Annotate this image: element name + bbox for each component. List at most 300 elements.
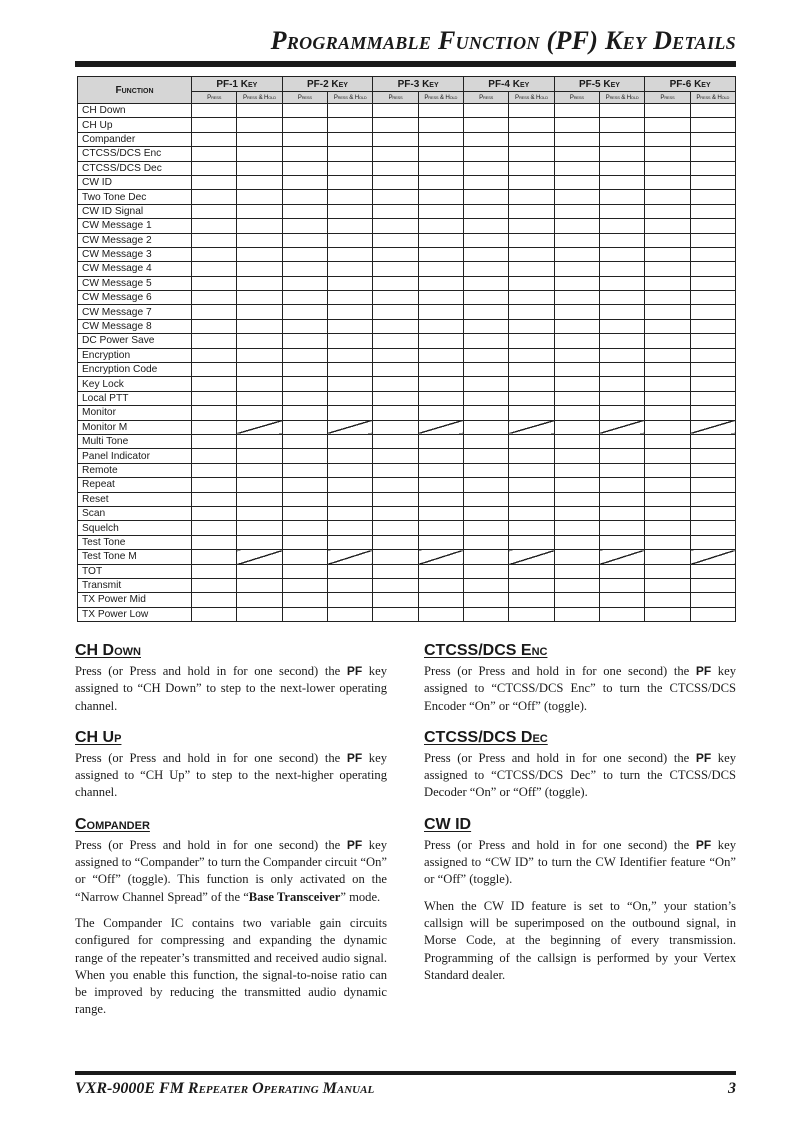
press-cell <box>554 132 599 146</box>
press-hold-cell <box>690 363 735 377</box>
press-hold-cell <box>509 506 554 520</box>
press-cell <box>373 391 418 405</box>
press-cell <box>282 219 327 233</box>
press-cell <box>463 406 508 420</box>
press-cell <box>192 233 237 247</box>
press-cell <box>282 161 327 175</box>
function-name-cell: CTCSS/DCS Enc <box>78 147 192 161</box>
press-cell <box>463 247 508 261</box>
table-row <box>78 506 736 520</box>
press-hold-subheader: Press & Hold <box>599 92 644 104</box>
press-hold-cell <box>509 607 554 621</box>
press-hold-cell <box>509 291 554 305</box>
press-hold-cell-not-applicable <box>418 420 463 434</box>
press-hold-cell <box>418 190 463 204</box>
press-cell <box>463 550 508 564</box>
press-cell <box>192 449 237 463</box>
press-cell <box>463 190 508 204</box>
function-name-cell: CW Message 2 <box>78 233 192 247</box>
press-cell <box>645 391 690 405</box>
function-name-cell: CW ID <box>78 175 192 189</box>
table-row <box>78 535 736 549</box>
press-hold-cell <box>690 334 735 348</box>
press-hold-cell <box>418 406 463 420</box>
press-hold-cell <box>237 291 282 305</box>
function-name-cell: Key Lock <box>78 377 192 391</box>
section-cw-id <box>424 815 736 984</box>
press-hold-cell <box>599 175 644 189</box>
press-hold-cell <box>509 104 554 118</box>
press-hold-cell <box>327 247 372 261</box>
press-cell <box>373 305 418 319</box>
press-hold-cell <box>327 363 372 377</box>
press-cell <box>554 190 599 204</box>
press-cell <box>645 420 690 434</box>
press-cell <box>192 391 237 405</box>
press-cell <box>192 377 237 391</box>
press-cell <box>554 564 599 578</box>
press-cell <box>554 147 599 161</box>
press-cell <box>192 521 237 535</box>
press-hold-cell <box>599 334 644 348</box>
press-hold-cell <box>599 434 644 448</box>
press-cell <box>554 348 599 362</box>
press-cell <box>463 305 508 319</box>
press-cell <box>463 607 508 621</box>
press-hold-cell <box>418 319 463 333</box>
function-name-cell: Encryption <box>78 348 192 362</box>
press-hold-cell <box>599 132 644 146</box>
press-cell <box>373 334 418 348</box>
press-cell <box>463 492 508 506</box>
press-hold-cell <box>690 449 735 463</box>
function-name-cell: TX Power Low <box>78 607 192 621</box>
press-hold-cell <box>509 262 554 276</box>
press-hold-cell <box>599 262 644 276</box>
press-cell <box>282 434 327 448</box>
function-name-cell: CH Up <box>78 118 192 132</box>
section-ctcss-dec <box>424 728 736 802</box>
press-hold-cell <box>418 132 463 146</box>
table-row <box>78 204 736 218</box>
press-cell <box>282 578 327 592</box>
press-hold-cell <box>599 161 644 175</box>
table-row <box>78 219 736 233</box>
press-hold-cell <box>418 305 463 319</box>
press-subheader: Press <box>645 92 690 104</box>
press-hold-cell <box>509 478 554 492</box>
function-name-cell: Reset <box>78 492 192 506</box>
press-hold-cell <box>327 262 372 276</box>
press-hold-cell <box>509 219 554 233</box>
press-hold-cell <box>418 564 463 578</box>
press-cell <box>282 233 327 247</box>
press-hold-cell <box>599 377 644 391</box>
press-hold-cell <box>237 132 282 146</box>
press-hold-cell-not-applicable <box>327 550 372 564</box>
press-cell <box>192 550 237 564</box>
section-ctcss-enc <box>424 641 736 715</box>
table-row <box>78 564 736 578</box>
press-hold-cell <box>418 463 463 477</box>
press-hold-cell <box>690 190 735 204</box>
press-hold-cell <box>509 118 554 132</box>
press-cell <box>463 463 508 477</box>
section-paragraph: Press (or Press and hold in for one second) the PF key assigned to “CTCSS/DCS Enc” to turn the CTCSS/DCS Encoder “On” or “Off” (toggle). <box>424 664 736 713</box>
table-row <box>78 118 736 132</box>
press-cell <box>373 478 418 492</box>
press-hold-cell <box>690 204 735 218</box>
press-hold-cell <box>599 233 644 247</box>
press-hold-cell <box>327 161 372 175</box>
press-hold-cell <box>327 607 372 621</box>
press-cell <box>645 578 690 592</box>
press-hold-cell <box>690 492 735 506</box>
press-hold-cell <box>237 391 282 405</box>
press-hold-cell <box>237 190 282 204</box>
table-row <box>78 334 736 348</box>
press-cell <box>554 420 599 434</box>
press-cell <box>192 607 237 621</box>
table-row <box>78 550 736 564</box>
press-hold-cell <box>509 406 554 420</box>
press-hold-cell <box>237 607 282 621</box>
press-hold-cell <box>237 478 282 492</box>
press-hold-cell <box>599 406 644 420</box>
press-cell <box>554 377 599 391</box>
press-cell <box>463 219 508 233</box>
press-cell <box>554 463 599 477</box>
press-cell <box>192 319 237 333</box>
pf-key-header: PF-6 Key <box>645 77 736 92</box>
function-name-cell: CTCSS/DCS Dec <box>78 161 192 175</box>
press-hold-subheader: Press & Hold <box>237 92 282 104</box>
press-cell <box>463 233 508 247</box>
press-hold-cell <box>599 291 644 305</box>
table-row <box>78 132 736 146</box>
press-hold-subheader: Press & Hold <box>327 92 372 104</box>
press-hold-cell <box>237 219 282 233</box>
press-cell <box>282 147 327 161</box>
press-subheader: Press <box>373 92 418 104</box>
press-hold-subheader: Press & Hold <box>418 92 463 104</box>
table-row <box>78 449 736 463</box>
press-cell <box>192 147 237 161</box>
press-cell <box>554 175 599 189</box>
press-cell <box>373 104 418 118</box>
press-cell <box>645 147 690 161</box>
press-cell <box>645 175 690 189</box>
table-row <box>78 175 736 189</box>
press-hold-cell <box>418 262 463 276</box>
table-row <box>78 578 736 592</box>
press-hold-cell <box>237 406 282 420</box>
table-row <box>78 406 736 420</box>
press-cell <box>282 449 327 463</box>
function-name-cell: Two Tone Dec <box>78 190 192 204</box>
press-cell <box>373 161 418 175</box>
press-cell <box>282 535 327 549</box>
press-hold-cell <box>237 118 282 132</box>
press-hold-cell <box>327 506 372 520</box>
press-hold-cell-not-applicable <box>418 550 463 564</box>
table-row <box>78 262 736 276</box>
press-hold-cell <box>599 521 644 535</box>
press-cell <box>373 262 418 276</box>
press-cell <box>282 406 327 420</box>
press-cell <box>373 434 418 448</box>
press-cell <box>282 276 327 290</box>
press-cell <box>373 521 418 535</box>
press-hold-cell <box>509 334 554 348</box>
press-cell <box>373 204 418 218</box>
press-cell <box>554 204 599 218</box>
section-ch-down <box>75 641 387 715</box>
press-hold-cell-not-applicable <box>690 550 735 564</box>
table-row <box>78 478 736 492</box>
press-hold-cell <box>509 319 554 333</box>
press-hold-cell <box>418 391 463 405</box>
press-cell <box>192 291 237 305</box>
pf-function-table <box>77 76 736 622</box>
press-hold-cell <box>599 147 644 161</box>
press-cell <box>282 104 327 118</box>
press-hold-cell <box>599 363 644 377</box>
press-hold-cell <box>418 291 463 305</box>
press-hold-cell <box>509 233 554 247</box>
press-cell <box>463 363 508 377</box>
table-row <box>78 161 736 175</box>
press-hold-cell <box>599 535 644 549</box>
press-hold-cell <box>237 334 282 348</box>
press-cell <box>645 478 690 492</box>
press-hold-cell <box>418 434 463 448</box>
table-row <box>78 247 736 261</box>
press-cell <box>373 319 418 333</box>
press-hold-cell <box>690 132 735 146</box>
press-hold-cell <box>418 478 463 492</box>
function-name-cell: TX Power Mid <box>78 593 192 607</box>
press-hold-cell <box>599 247 644 261</box>
table-row <box>78 492 736 506</box>
press-hold-cell <box>418 147 463 161</box>
press-hold-cell <box>599 578 644 592</box>
press-hold-cell <box>327 348 372 362</box>
press-hold-cell <box>418 593 463 607</box>
press-hold-cell <box>418 506 463 520</box>
press-hold-cell <box>690 233 735 247</box>
press-cell <box>282 291 327 305</box>
press-cell <box>554 219 599 233</box>
press-hold-cell <box>690 161 735 175</box>
press-hold-cell <box>327 319 372 333</box>
press-cell <box>554 276 599 290</box>
press-hold-cell <box>237 578 282 592</box>
press-hold-cell <box>327 132 372 146</box>
table-row <box>78 434 736 448</box>
press-hold-cell <box>509 463 554 477</box>
press-hold-cell <box>509 363 554 377</box>
press-hold-cell <box>690 262 735 276</box>
press-hold-cell <box>418 276 463 290</box>
press-hold-subheader: Press & Hold <box>690 92 735 104</box>
press-cell <box>373 506 418 520</box>
press-hold-cell <box>418 578 463 592</box>
press-cell <box>463 449 508 463</box>
press-hold-cell <box>237 434 282 448</box>
function-name-cell: CW Message 3 <box>78 247 192 261</box>
table-row <box>78 190 736 204</box>
press-hold-cell <box>599 319 644 333</box>
press-hold-cell <box>418 104 463 118</box>
press-hold-cell <box>690 506 735 520</box>
press-cell <box>645 132 690 146</box>
press-hold-cell <box>237 593 282 607</box>
press-hold-cell-not-applicable <box>599 550 644 564</box>
press-cell <box>282 506 327 520</box>
press-hold-cell-not-applicable <box>509 550 554 564</box>
press-cell <box>463 593 508 607</box>
press-hold-cell <box>509 190 554 204</box>
press-cell <box>554 319 599 333</box>
press-cell <box>554 406 599 420</box>
press-hold-cell <box>327 406 372 420</box>
function-name-cell: Monitor <box>78 406 192 420</box>
function-name-cell: CW ID Signal <box>78 204 192 218</box>
press-cell <box>645 535 690 549</box>
press-cell <box>192 204 237 218</box>
function-name-cell: Panel Indicator <box>78 449 192 463</box>
press-hold-cell <box>237 262 282 276</box>
press-cell <box>373 492 418 506</box>
press-cell <box>554 578 599 592</box>
press-hold-cell <box>237 363 282 377</box>
press-hold-cell <box>327 463 372 477</box>
press-cell <box>282 204 327 218</box>
press-hold-cell <box>599 276 644 290</box>
section-title: CW ID <box>424 815 472 833</box>
press-cell <box>463 348 508 362</box>
table-row <box>78 521 736 535</box>
press-cell <box>282 377 327 391</box>
function-name-cell: Remote <box>78 463 192 477</box>
press-hold-cell <box>418 521 463 535</box>
press-cell <box>645 161 690 175</box>
press-hold-cell <box>237 521 282 535</box>
table-row <box>78 233 736 247</box>
press-cell <box>373 420 418 434</box>
section-title: CH Up <box>75 728 122 746</box>
press-cell <box>554 291 599 305</box>
press-hold-cell <box>418 233 463 247</box>
table-row <box>78 319 736 333</box>
press-hold-cell <box>599 118 644 132</box>
function-name-cell: Squelch <box>78 521 192 535</box>
press-cell <box>282 478 327 492</box>
press-cell <box>463 434 508 448</box>
press-hold-cell <box>327 334 372 348</box>
function-name-cell: CW Message 7 <box>78 305 192 319</box>
press-hold-cell <box>690 377 735 391</box>
press-cell <box>192 262 237 276</box>
press-hold-cell <box>690 319 735 333</box>
press-hold-cell <box>599 463 644 477</box>
press-cell <box>645 363 690 377</box>
press-hold-cell <box>690 434 735 448</box>
table-row <box>78 363 736 377</box>
press-subheader: Press <box>463 92 508 104</box>
press-cell <box>192 132 237 146</box>
section-paragraph: Press (or Press and hold in for one second) the PF key assigned to “CH Up” to step to the next-higher operating channel. <box>75 750 387 800</box>
press-cell <box>373 363 418 377</box>
press-hold-cell <box>327 593 372 607</box>
press-cell <box>554 550 599 564</box>
function-name-cell: CW Message 6 <box>78 291 192 305</box>
press-cell <box>373 377 418 391</box>
press-cell <box>192 348 237 362</box>
press-cell <box>463 147 508 161</box>
press-hold-cell <box>599 391 644 405</box>
press-hold-cell <box>690 607 735 621</box>
press-cell <box>554 391 599 405</box>
press-hold-cell <box>327 377 372 391</box>
press-cell <box>463 104 508 118</box>
press-cell <box>554 521 599 535</box>
press-hold-cell <box>418 118 463 132</box>
pf-key-header: PF-4 Key <box>463 77 554 92</box>
pf-key-header: PF-3 Key <box>373 77 464 92</box>
press-hold-cell <box>509 305 554 319</box>
press-cell <box>463 420 508 434</box>
press-cell <box>192 247 237 261</box>
press-cell <box>645 506 690 520</box>
press-hold-cell <box>599 219 644 233</box>
press-hold-cell <box>237 305 282 319</box>
press-cell <box>463 276 508 290</box>
press-cell <box>373 535 418 549</box>
press-cell <box>282 363 327 377</box>
press-cell <box>554 334 599 348</box>
press-cell <box>192 334 237 348</box>
press-hold-cell <box>599 506 644 520</box>
press-cell <box>463 319 508 333</box>
right-column <box>424 641 736 997</box>
press-hold-cell <box>237 319 282 333</box>
press-hold-cell <box>509 492 554 506</box>
press-hold-cell <box>690 118 735 132</box>
press-cell <box>373 348 418 362</box>
press-hold-cell <box>690 175 735 189</box>
press-cell <box>645 319 690 333</box>
press-cell <box>554 449 599 463</box>
table-row <box>78 348 736 362</box>
press-hold-cell <box>599 348 644 362</box>
table-row <box>78 463 736 477</box>
press-hold-cell <box>237 104 282 118</box>
press-hold-cell <box>418 161 463 175</box>
press-cell <box>192 190 237 204</box>
press-hold-cell <box>418 175 463 189</box>
press-hold-cell <box>327 190 372 204</box>
press-cell <box>554 161 599 175</box>
press-cell <box>373 564 418 578</box>
press-cell <box>645 104 690 118</box>
press-cell <box>463 535 508 549</box>
press-cell <box>282 348 327 362</box>
press-cell <box>645 348 690 362</box>
section-paragraph: Press (or Press and hold in for one second) the PF key assigned to “Compander” to turn the Compander circuit “On” or “Off” (toggle). This function is only activated on the “Narrow Channel Spread” of the “Base Transceiver” mode. <box>75 837 387 904</box>
press-cell <box>463 118 508 132</box>
